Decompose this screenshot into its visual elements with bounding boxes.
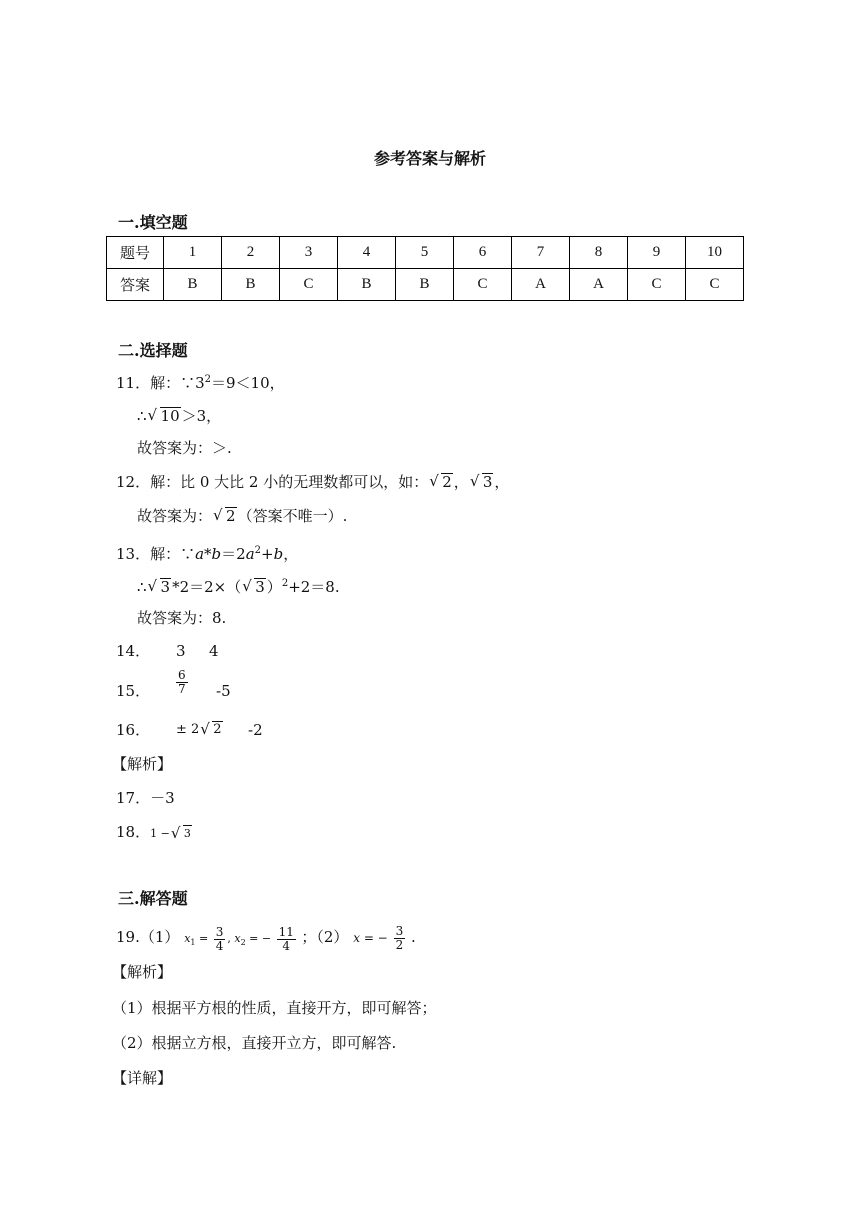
table-cell: C [686, 269, 744, 301]
table-cell: C [454, 269, 512, 301]
row-header-label: 题号 [107, 237, 164, 269]
table-cell: B [396, 269, 454, 301]
q12-line1: 12．解：比 0 大比 2 小的无理数都可以，如：√ 2 ，√ 3 ， [116, 472, 509, 492]
fraction: $\frac{3}{2}$ [395, 924, 404, 952]
q15-line: 15． $\frac{6}{7}$ -5 [116, 668, 231, 700]
jiexi-label: 【解析】 [112, 963, 173, 981]
answer-table [106, 236, 744, 301]
table-cell: 7 [512, 237, 570, 269]
sqrt-symbol: √ 10 [148, 406, 181, 426]
table-cell: B [222, 269, 280, 301]
sqrt-symbol: √ 3 [470, 472, 494, 492]
table-cell: C [628, 269, 686, 301]
table-row-numbers [107, 237, 744, 269]
section-heading-solve: 三.解答题 [118, 889, 188, 908]
table-cell: 1 [164, 237, 222, 269]
fraction: $\frac{3}{4}$ [215, 924, 224, 953]
page-title: 参考答案与解析 [373, 149, 486, 168]
q18-line: 18．1 −√ 3 [116, 822, 193, 844]
table-cell: C [280, 269, 338, 301]
jiexi-label: 【解析】 [112, 755, 173, 773]
q17-line: 17．－3 [116, 789, 175, 807]
q11-line1: 11．解：$\because 3^2=9<10$， [116, 374, 285, 392]
fraction: $\frac{11}{4}$ [278, 924, 294, 953]
q19-line: 19.（1） $x_1$ = $\frac{3}{4}$ , $x_2$ = − $\frac{11}{4}$ ；（2） x = − $\frac{3}{2}$ . [116, 924, 416, 953]
q13-line1: 13．解：$\because a*b=2a^2+b$， [116, 545, 299, 563]
table-cell: 8 [570, 237, 628, 269]
analysis-line-1: （1）根据平方根的性质，直接开方，即可解答； [112, 999, 437, 1017]
section-heading-fill-in: 一.填空题 [118, 213, 188, 232]
table-cell: 5 [396, 237, 454, 269]
sqrt-symbol: √ 3 [242, 577, 266, 597]
q13-line3: 故答案为：8. [137, 609, 227, 627]
section-heading-choice: 二.选择题 [118, 341, 188, 360]
xiangjie-label: 【详解】 [112, 1069, 173, 1087]
table-cell: A [570, 269, 628, 301]
table-cell: 2 [222, 237, 280, 269]
sqrt-symbol: √ 2 [200, 720, 222, 740]
q13-line2: ∴√ 3 *2＝2×（√ 3 ）$^2$+2＝8. [137, 574, 340, 597]
table-cell: B [164, 269, 222, 301]
table-cell: 4 [338, 237, 396, 269]
table-cell: 3 [280, 237, 338, 269]
sqrt-symbol: √ 2 [429, 472, 453, 492]
q14-line: 14． 3 4 [116, 642, 219, 660]
sqrt-symbol: √ 3 [171, 824, 192, 844]
table-cell: A [512, 269, 570, 301]
analysis-line-2: （2）根据立方根，直接开立方，即可解答. [112, 1034, 397, 1052]
table-cell: 6 [454, 237, 512, 269]
fraction: $\frac{6}{7}$ [178, 668, 186, 696]
table-row-answers [107, 269, 744, 301]
q11-line2: ∴√ 10 ＞3， [137, 406, 221, 426]
q11-line3: 故答案为：＞. [137, 439, 232, 457]
row-answer-label: 答案 [107, 269, 164, 301]
q16-line: 16． ± 2√ 2 -2 [116, 720, 150, 740]
table-cell: B [338, 269, 396, 301]
q12-line2: 故答案为：√ 2 （答案不唯一）. [137, 506, 347, 526]
sqrt-symbol: √ 3 [148, 577, 172, 597]
table-cell: 9 [628, 237, 686, 269]
sqrt-symbol: √ 2 [213, 506, 237, 526]
table-cell: 10 [686, 237, 744, 269]
